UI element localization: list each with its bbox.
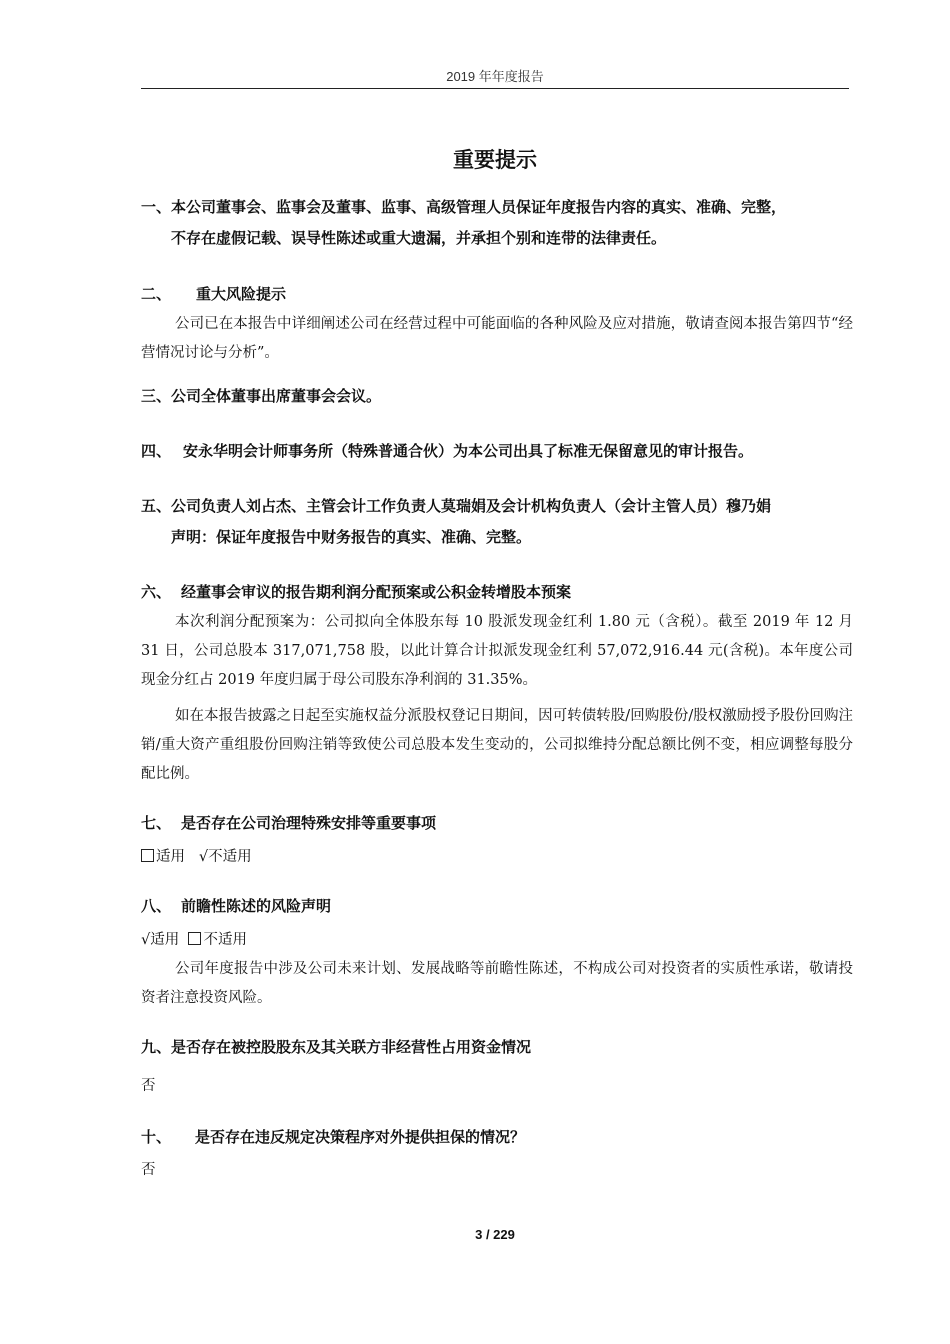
option-applicable: 适用 [150, 932, 180, 948]
section-4-body: 安永华明会计师事务所（特殊普通合伙）为本公司出具了标准无保留意见的审计报告。 [183, 442, 754, 460]
section-3 [141, 381, 853, 412]
section-9-answer: 否 [141, 1078, 156, 1094]
section-6-heading [141, 577, 853, 608]
section-10-title: 是否存在违反规定决策程序对外提供担保的情况？ [195, 1128, 526, 1146]
section-5-line-1: 五、公司负责人刘占杰、主管会计工作负责人莫瑞娟及会计机构负责人（会计主管人员）穆乃娟 [141, 497, 772, 515]
section-9-heading: 九、是否存在被控股股东及其关联方非经营性占用资金情况 [141, 1038, 532, 1056]
section-8-options [141, 926, 853, 955]
section-8-number: 八、 [141, 897, 172, 915]
section-7 [141, 808, 853, 872]
unchecked-box-icon [141, 849, 154, 862]
section-5 [141, 491, 853, 553]
section-4-text [141, 436, 853, 467]
section-6-paragraph-1: 本次利润分配预案为：公司拟向全体股东每 10 股派发现金红利 1.80 元（含税）。截至 2019 年 12 月 31 日，公司总股本 317,071,758 股，以此计算合计拟派发现金红利 57,072,916.44 元(含税)。本年度公司现金分红占 2019 年度归属于母公司股东净利润的 31.35%。 [141, 614, 853, 688]
option-applicable: 适用 [156, 849, 185, 865]
page-title: 重要提示 [453, 148, 537, 172]
section-5-line-2: 声明：保证年度报告中财务报告的真实、准确、完整。 [171, 528, 532, 546]
section-2-paragraph: 公司已在本报告中详细阐述公司在经营过程中可能面临的各种风险及应对措施，敬请查阅本报告第四节“经营情况讨论与分析”。 [141, 316, 853, 361]
section-1-line-1: 一、本公司董事会、监事会及董事、监事、高级管理人员保证年度报告内容的真实、准确、完整， [141, 198, 787, 216]
header-divider [141, 88, 849, 89]
section-7-options [141, 843, 853, 872]
section-10-number: 十、 [141, 1128, 172, 1146]
section-7-heading [141, 808, 853, 839]
section-1 [141, 192, 853, 254]
section-2-title: 重大风险提示 [196, 285, 287, 303]
section-9 [141, 1032, 853, 1101]
checkmark-icon: √ [198, 849, 209, 865]
section-6 [141, 577, 853, 789]
section-2 [141, 279, 853, 368]
section-10 [141, 1122, 853, 1185]
section-10-answer: 否 [141, 1162, 156, 1178]
section-8 [141, 891, 853, 1013]
section-8-title: 前瞻性陈述的风险声明 [181, 897, 332, 915]
option-not-applicable: 不适用 [203, 932, 247, 948]
section-2-number: 二、 [141, 285, 172, 303]
section-7-number: 七、 [141, 814, 172, 832]
checkmark-icon: √ [141, 932, 151, 948]
section-7-title: 是否存在公司治理特殊安排等重要事项 [181, 814, 437, 832]
section-6-number: 六、 [141, 583, 172, 601]
section-6-paragraph-2: 如在本报告披露之日起至实施权益分派股权登记日期间，因可转债转股/回购股份/股权激励授予股份回购注销/重大资产重组股份回购注销等致使公司总股本发生变动的，公司拟维持分配总额比例不变，相应调整每股分配比例。 [141, 708, 853, 782]
section-10-heading [141, 1122, 853, 1153]
section-6-title: 经董事会审议的报告期利润分配预案或公积金转增股本预案 [181, 583, 572, 601]
section-4-number: 四、 [141, 442, 172, 460]
section-8-paragraph: 公司年度报告中涉及公司未来计划、发展战略等前瞻性陈述，不构成公司对投资者的实质性承诺，敬请投资者注意投资风险。 [141, 961, 853, 1006]
section-1-line-2: 不存在虚假记载、误导性陈述或重大遗漏，并承担个别和连带的法律责任。 [171, 229, 667, 247]
section-2-heading [141, 279, 853, 310]
section-3-text: 三、公司全体董事出席董事会会议。 [141, 387, 382, 405]
section-4 [141, 436, 853, 467]
page-number: 3 / 229 [475, 1227, 515, 1242]
running-header: 2019 年年度报告 [446, 69, 544, 84]
section-8-heading [141, 891, 853, 922]
unchecked-box-icon [188, 932, 201, 945]
option-not-applicable: 不适用 [208, 849, 252, 865]
